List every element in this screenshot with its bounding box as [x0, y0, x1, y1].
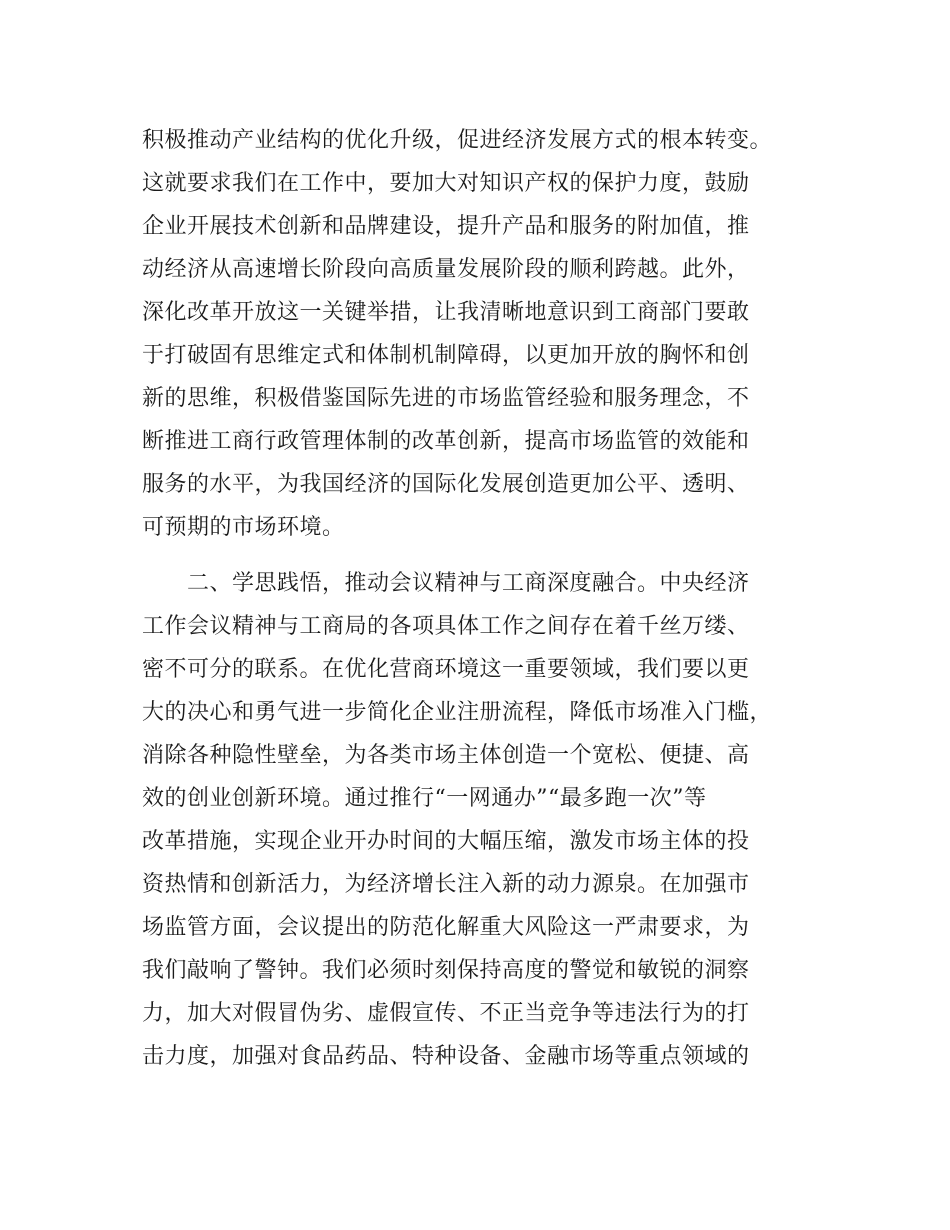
text-line: 于打破固有思维定式和体制机制障碍，以更加开放的胸怀和创 [142, 343, 750, 368]
text-line: 断推进工商行政管理体制的改革创新，提高市场监管的效能和 [142, 429, 750, 454]
text-line: 大的决心和勇气进一步简化企业注册流程，降低市场准入门槛， [142, 700, 773, 725]
text-line: 资热情和创新活力，为经济增长注入新的动力源泉。在加强市 [142, 872, 750, 897]
text-line: 击力度，加强对食品药品、特种设备、金融市场等重点领域的 [142, 1044, 750, 1069]
text-line: 新的思维，积极借鉴国际先进的市场监管经验和服务理念，不 [142, 386, 750, 411]
text-line: 改革措施，实现企业开办时间的大幅压缩，激发市场主体的投 [142, 829, 750, 854]
text-line: 我们敲响了警钟。我们必须时刻保持高度的警觉和敏锐的洞察 [142, 958, 750, 983]
text-line: 深化改革开放这一关键举措，让我清晰地意识到工商部门要敢 [142, 300, 750, 325]
paragraph-2 [142, 562, 822, 1078]
text-line: 积极推动产业结构的优化升级，促进经济发展方式的根本转变。 [142, 128, 773, 153]
text-line: 力，加大对假冒伪劣、虚假宣传、不正当竞争等违法行为的打 [142, 1001, 750, 1026]
text-line: 消除各种隐性壁垒，为各类市场主体创造一个宽松、便捷、高 [142, 743, 750, 768]
text-line: 可预期的市场环境。 [142, 515, 345, 540]
text-line: 企业开展技术创新和品牌建设，提升产品和服务的附加值，推 [142, 214, 750, 239]
text-line: 二、学思践悟，推动会议精神与工商深度融合。中央经济 [142, 571, 750, 596]
text-line: 动经济从高速增长阶段向高质量发展阶段的顺利跨越。此外， [142, 257, 750, 282]
paragraph-1 [142, 119, 822, 549]
text-line: 这就要求我们在工作中，要加大对知识产权的保护力度，鼓励 [142, 171, 750, 196]
text-line: 效的创业创新环境。通过推行“一网通办”“最多跑一次”等 [142, 786, 707, 811]
text-line: 工作会议精神与工商局的各项具体工作之间存在着千丝万缕、 [142, 614, 750, 639]
text-line: 场监管方面，会议提出的防范化解重大风险这一严肃要求，为 [142, 915, 750, 940]
text-line: 密不可分的联系。在优化营商环境这一重要领域，我们要以更 [142, 657, 750, 682]
text-line: 服务的水平，为我国经济的国际化发展创造更加公平、透明、 [142, 472, 750, 497]
